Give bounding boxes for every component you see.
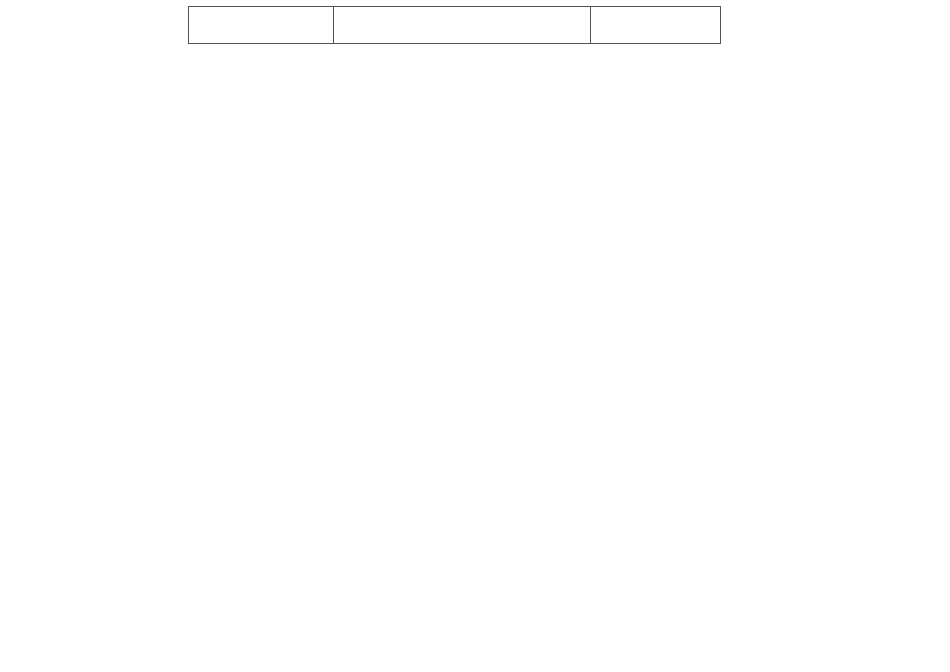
page-header bbox=[188, 6, 721, 44]
motto bbox=[334, 7, 591, 44]
header-meta bbox=[189, 7, 334, 44]
page-label bbox=[591, 7, 721, 44]
